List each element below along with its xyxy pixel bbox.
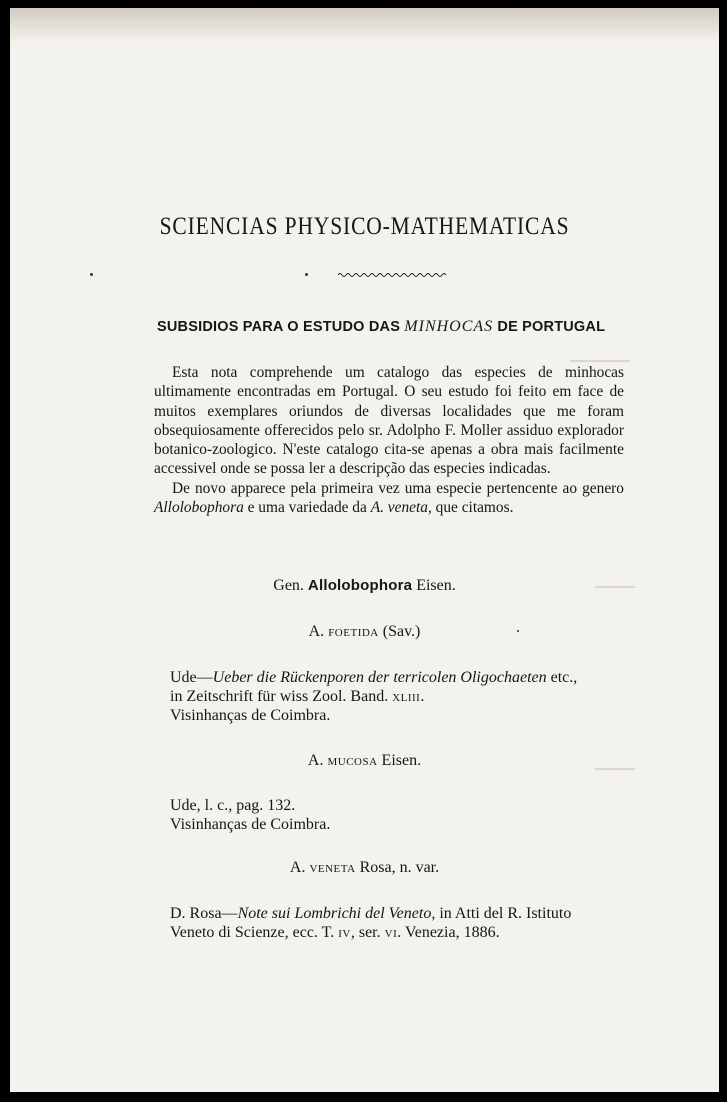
reference-author: Ude—	[170, 669, 213, 686]
article-title-start: SUBSIDIOS PARA O ESTUDO DAS	[157, 319, 405, 335]
paragraph-2-end: que citamos.	[431, 499, 514, 517]
species-name: veneta	[309, 859, 356, 876]
reference-journal: Veneto di Scienze, ecc. T.	[170, 924, 339, 941]
paragraph-2	[154, 479, 624, 518]
locality: Visinhanças de Coimbra.	[170, 816, 331, 833]
species-author: (Sav.)	[382, 623, 421, 640]
locality: Visinhanças de Coimbra.	[170, 707, 331, 724]
genus-name: Allolobophora	[307, 577, 413, 594]
reference-line: Ude, l. c., pag. 132.	[170, 797, 296, 814]
reference-series: vi	[384, 924, 398, 941]
paragraph-2-mid: e uma variedade da	[243, 499, 371, 517]
document-page	[10, 8, 719, 1092]
section-title: SCIENCIAS PHYSICO-MATHEMATICAS	[159, 213, 570, 240]
article-title-end: DE PORTUGAL	[493, 319, 606, 335]
species-name: mucosa	[327, 752, 378, 769]
species-prefix: A.	[307, 752, 324, 769]
species-prefix: A.	[308, 623, 325, 640]
paragraph-1: Esta nota comprehende um catalogo das especies de minhocas ultimamente encontradas em Portugal. O seu estudo foi feito em face de muitos exemplares oriundos de diversas localidades que me foram obsequiosamente offerecidos pelo sr. Adolpho F. Moller assiduo explorador botanico-zoologico. N'este catalogo cita-se apenas a obra mais facilmente accessivel onde se possa ler a descripção das especies indicadas.	[154, 364, 624, 478]
reference-author: D. Rosa—	[170, 905, 238, 922]
species-heading-mucosa	[10, 752, 719, 770]
species-prefix: A.	[289, 859, 306, 876]
scan-shadow	[10, 8, 719, 42]
reference-volume: iv	[338, 924, 351, 941]
speck	[90, 273, 93, 276]
genus-author: Eisen.	[416, 577, 456, 594]
wavy-rule	[338, 271, 448, 279]
species-author: Rosa, n. var.	[359, 859, 440, 876]
genus-prefix: Gen.	[273, 577, 304, 594]
article-title-italic: MINHOCAS	[404, 318, 494, 335]
reference-journal: in Zeitschrift für wiss Zool. Band.	[170, 688, 393, 705]
reference-line	[170, 904, 571, 923]
genus-heading	[10, 577, 719, 595]
species-heading-foetida	[10, 623, 719, 641]
introduction	[154, 363, 624, 517]
species-mention: A. veneta,	[370, 499, 432, 517]
reference-title: Ueber die Rückenporen der terricolen Oligochaeten	[212, 669, 547, 686]
genus-mention: Allolobophora	[154, 499, 244, 517]
reference-after: in Atti del R. Istituto	[435, 905, 572, 922]
reference-line	[170, 687, 425, 706]
reference-title: Note sui Lombrichi del Veneto,	[237, 905, 436, 922]
speck	[305, 273, 308, 276]
paragraph-2-start: De novo apparece pela primeira vez uma especie pertencente ao genero	[172, 479, 624, 497]
species-author: Eisen.	[381, 752, 422, 769]
reference-line	[170, 668, 577, 687]
article-title	[157, 318, 627, 336]
species-name: foetida	[328, 623, 379, 640]
reference-place-year: . Venezia, 1886.	[397, 924, 500, 941]
reference-series-label: , ser.	[350, 924, 385, 941]
reference-volume: xliii.	[392, 688, 425, 705]
reference-line	[170, 923, 500, 942]
reference-after: etc.,	[546, 669, 578, 686]
bleed-through-mark	[570, 360, 630, 362]
species-heading-veneta	[10, 859, 719, 877]
